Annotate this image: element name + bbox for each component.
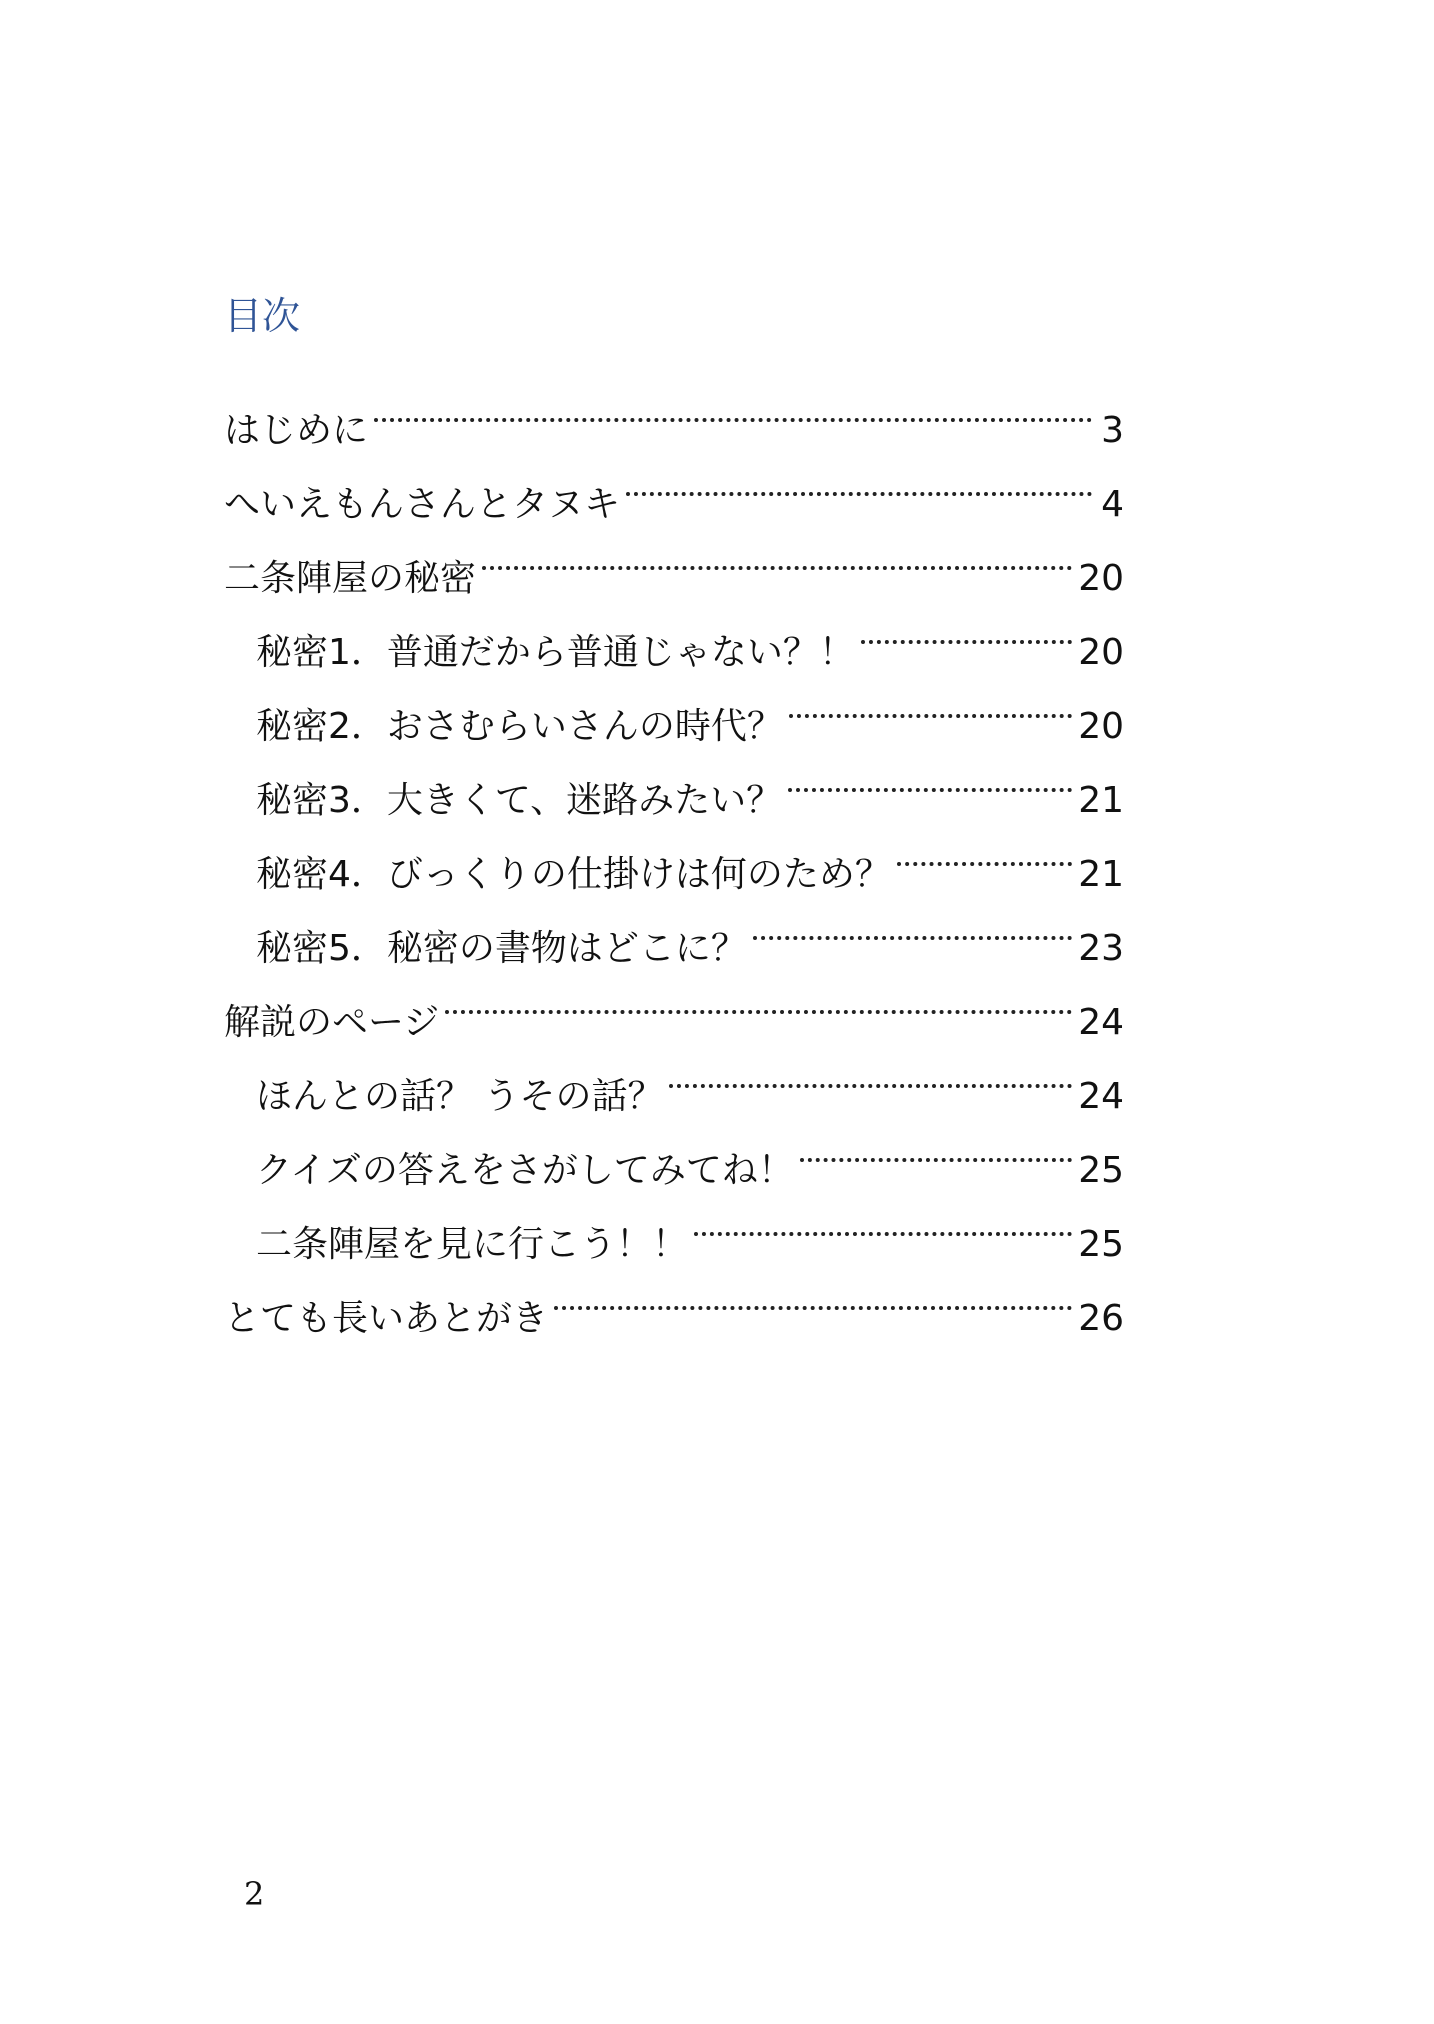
toc-entry-page: 21 [1078, 780, 1124, 821]
toc-entry-label: 解説のページ [224, 1002, 440, 1043]
dot-leader [482, 516, 1072, 590]
toc-entry-page: 4 [1101, 484, 1124, 525]
toc-entry-label: 秘密5．秘密の書物はどこに？ [256, 928, 747, 969]
toc-entry-page: 20 [1078, 632, 1124, 673]
dot-leader [694, 1182, 1072, 1256]
toc-entry-page: 23 [1078, 928, 1124, 969]
toc-entry-page: 24 [1078, 1002, 1124, 1043]
dot-leader [669, 1034, 1072, 1108]
toc-entry-label: 二条陣屋の秘密 [224, 558, 477, 599]
toc-entry-page: 20 [1078, 706, 1124, 747]
toc-entry-label: 秘密1．普通だから普通じゃない？！ [256, 632, 855, 673]
dot-leader [788, 738, 1072, 812]
toc-entry-introduction[interactable] [224, 368, 1124, 451]
toc-entry-page: 26 [1078, 1298, 1124, 1339]
toc-entry-page: 24 [1078, 1076, 1124, 1117]
dot-leader [789, 664, 1072, 738]
dot-leader [554, 1256, 1072, 1330]
dot-leader [374, 368, 1092, 442]
page-number: 2 [244, 1875, 265, 1913]
toc-title: 目次 [224, 294, 301, 338]
toc-entry-label: クイズの答えをさがしてみてね！ [256, 1150, 794, 1191]
dot-leader [445, 960, 1072, 1034]
toc-entry-page: 3 [1101, 410, 1124, 451]
dot-leader [861, 590, 1072, 664]
toc-entry-page: 20 [1078, 558, 1124, 599]
toc-entry-label: 秘密4．びっくりの仕掛けは何のため？ [256, 854, 891, 895]
toc-entry-label: 秘密2．おさむらいさんの時代？ [256, 706, 783, 747]
dot-leader [800, 1108, 1072, 1182]
toc-entry-page: 25 [1078, 1150, 1124, 1191]
dot-leader [753, 886, 1072, 960]
toc-entry-page: 25 [1078, 1224, 1124, 1265]
toc-entry-label: はじめに [224, 410, 369, 451]
toc-entry-page: 21 [1078, 854, 1124, 895]
toc-entry-label: とても長いあとがき [224, 1298, 549, 1339]
toc-entry-label: ほんとの話？ うその話？ [256, 1076, 664, 1117]
toc-entry-label: へいえもんさんとタヌキ [224, 484, 621, 525]
dot-leader [626, 442, 1092, 516]
dot-leader [897, 812, 1072, 886]
toc-entry-label: 二条陣屋を見に行こう！！ [256, 1224, 689, 1265]
table-of-contents [224, 368, 1124, 1339]
toc-entry-label: 秘密3．大きくて、迷路みたい？ [256, 780, 783, 821]
